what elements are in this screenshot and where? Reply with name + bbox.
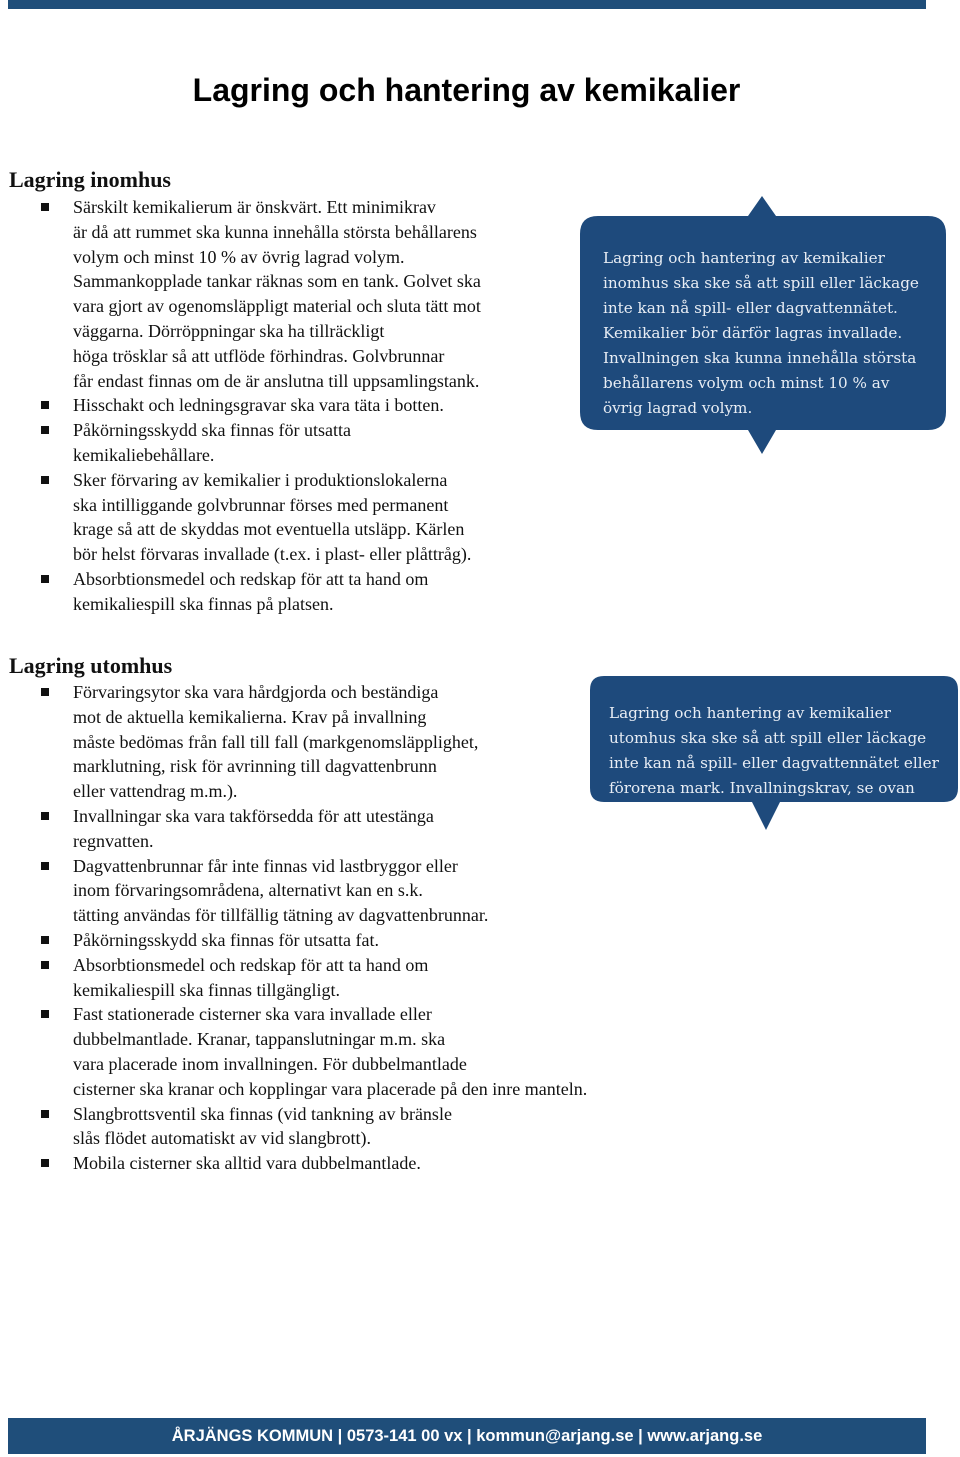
list-item [38, 680, 587, 804]
list-item-line: cisterner ska kranar och kopplingar vara placerade på den inre manteln. [73, 1078, 588, 1099]
callout-line: förorena mark. Invallningskrav, se ovan [609, 779, 915, 797]
callout-line: utomhus ska ske så att spill eller läckage [609, 729, 927, 747]
indoor-callout [580, 246, 946, 426]
callout-line: inomhus ska ske så att spill eller läckage [603, 274, 919, 292]
list-item-line: marklutning, risk för avrinning till dagvattenbrunn [73, 756, 437, 777]
list-item [38, 804, 587, 854]
list-item-line: Absorbtionsmedel och redskap för att ta hand om [73, 954, 429, 975]
list-item-line: kemikaliebehållare. [73, 444, 215, 465]
list-item-line: Hisschakt och ledningsgravar ska vara täta i botten. [73, 395, 444, 416]
top-accent-bar [8, 0, 926, 9]
list-item-line: kemikaliespill ska finnas på platsen. [73, 593, 334, 614]
list-item [38, 468, 481, 567]
list-item [38, 953, 587, 1003]
square-bullet-icon [41, 936, 49, 944]
list-item-line: kemikaliespill ska finnas tillgängligt. [73, 979, 340, 1000]
callout-line: behållarens volym och minst 10 % av [603, 374, 890, 392]
list-item-line: Påkörningsskydd ska finnas för utsatta fat. [73, 929, 379, 950]
list-item [38, 567, 481, 617]
list-item [38, 1002, 587, 1101]
list-item [38, 854, 587, 928]
list-item-line: dubbelmantlade. Kranar, tappanslutningar m.m. ska [73, 1029, 446, 1050]
square-bullet-icon [41, 862, 49, 870]
square-bullet-icon [41, 1110, 49, 1118]
list-item-line: måste bedömas från fall till fall (markgenomsläpplighet, [73, 731, 479, 752]
square-bullet-icon [41, 961, 49, 969]
list-item-line: väggarna. Dörröppningar ska ha tillräckligt [73, 320, 385, 341]
callout-line: inte kan nå spill- eller dagvattennätet eller [609, 754, 939, 772]
square-bullet-icon [41, 476, 49, 484]
list-item-line: bör helst förvaras invallade (t.ex. i plast- eller plåttråg). [73, 544, 472, 565]
list-item-line: krage så att de skyddas mot eventuella utsläpp. Kärlen [73, 519, 465, 540]
footer-bar: ÅRJÄNGS KOMMUN | 0573-141 00 vx | kommun@arjang.se | www.arjang.se [8, 1418, 926, 1454]
list-item-line: vara gjort av ogenomsläppligt material och sluta tätt mot [73, 296, 481, 317]
list-item [38, 418, 481, 468]
list-item-line: tätting användas för tillfällig tätning av dagvattenbrunnar. [73, 905, 489, 926]
list-item [38, 195, 481, 393]
list-item-line: Sker förvaring av kemikalier i produktionslokalerna [73, 469, 448, 490]
list-item [38, 1102, 587, 1152]
square-bullet-icon [41, 1159, 49, 1167]
indoor-list [38, 195, 481, 617]
list-item-line: Mobila cisterner ska alltid vara dubbelmantlade. [73, 1153, 421, 1174]
square-bullet-icon [41, 1010, 49, 1018]
square-bullet-icon [41, 812, 49, 820]
list-item-line: mot de aktuella kemikalierna. Krav på invallning [73, 706, 427, 727]
outdoor-list [38, 680, 587, 1176]
list-item [38, 1151, 587, 1176]
list-item-line: får endast finnas om de är anslutna till uppsamlingstank. [73, 370, 480, 391]
list-item-line: Invallningar ska vara takförsedda för att utestänga [73, 805, 434, 826]
list-item-line: inom förvaringsområdena, alternativt kan en s.k. [73, 880, 423, 901]
list-item-line: Fast stationerade cisterner ska vara invallade eller [73, 1004, 432, 1025]
callout-line: Invallningen ska kunna innehålla största [603, 349, 917, 367]
list-item-line: Sammankopplade tankar räknas som en tank. Golvet ska [73, 271, 481, 292]
list-item-line: Påkörningsskydd ska finnas för utsatta [73, 420, 351, 441]
section-heading-outdoor: Lagring utomhus [9, 653, 173, 678]
outdoor-callout [590, 701, 958, 811]
square-bullet-icon [41, 575, 49, 583]
square-bullet-icon [41, 688, 49, 696]
list-item [38, 928, 587, 953]
list-item [38, 393, 481, 418]
list-item-line: ska intilliggande golvbrunnar förses med permanent [73, 494, 449, 515]
list-item-line: Slangbrottsventil ska finnas (vid tankning av bränsle [73, 1103, 452, 1124]
list-item-line: eller vattendrag m.m.). [73, 781, 238, 802]
list-item-line: Förvaringsytor ska vara hårdgjorda och beständiga [73, 682, 439, 702]
list-item-line: slås flödet automatiskt av vid slangbrott). [73, 1128, 371, 1149]
list-item-line: Särskilt kemikalierum är önskvärt. Ett minimikrav [73, 197, 436, 217]
list-item-line: regnvatten. [73, 830, 154, 851]
callout-line: Kemikalier bör därför lagras invallade. [603, 324, 903, 342]
square-bullet-icon [41, 401, 49, 409]
callout-line: Lagring och hantering av kemikalier [603, 249, 885, 267]
list-item-line: är då att rummet ska kunna innehålla största behållarens [73, 221, 477, 242]
list-item-line: höga trösklar så att utflöde förhindras. Golvbrunnar [73, 345, 445, 366]
list-item-line: Absorbtionsmedel och redskap för att ta hand om [73, 568, 429, 589]
list-item-line: volym och minst 10 % av övrig lagrad volym. [73, 246, 405, 267]
list-item-line: Dagvattenbrunnar får inte finnas vid lastbryggor eller [73, 855, 458, 876]
list-item-line: vara placerade inom invallningen. För dubbelmantlade [73, 1053, 467, 1074]
square-bullet-icon [41, 203, 49, 211]
page-title: Lagring och hantering av kemikalier [192, 72, 741, 108]
callout-line: övrig lagrad volym. [603, 399, 753, 417]
callout-line: Lagring och hantering av kemikalier [609, 704, 891, 722]
square-bullet-icon [41, 426, 49, 434]
callout-line: inte kan nå spill- eller dagvattennätet. [603, 299, 898, 317]
section-heading-indoor: Lagring inomhus [9, 167, 171, 192]
